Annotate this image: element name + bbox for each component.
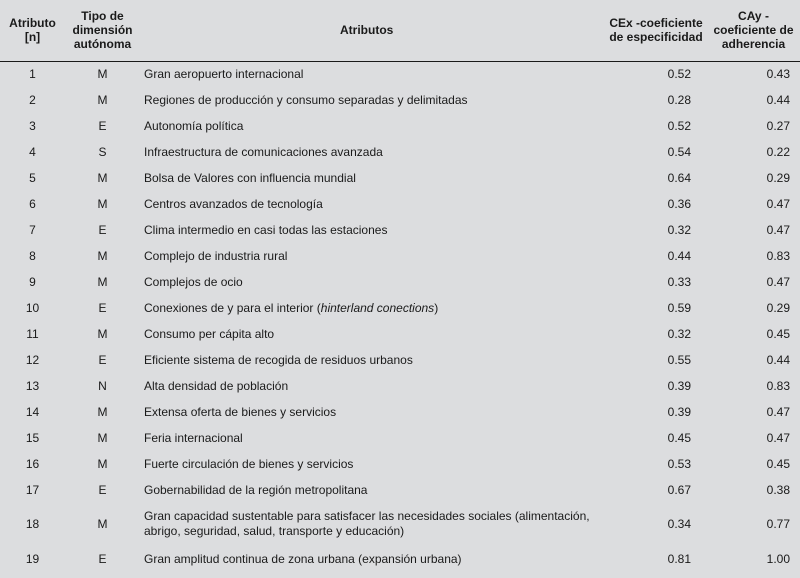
row-number: 16 (25, 456, 40, 471)
row-number: 15 (25, 430, 40, 445)
row-cay: 0.38 (766, 482, 790, 497)
row-atributo: Autonomía política (144, 118, 244, 133)
row-tipo: M (97, 516, 108, 531)
row-atributo: Consumo per cápita alto (144, 326, 275, 341)
row-cex: 0.52 (667, 66, 691, 81)
row-cay: 0.45 (766, 456, 790, 471)
table-row (0, 477, 800, 503)
row-number: 4 (29, 144, 36, 159)
table-row (0, 243, 800, 269)
row-cex: 0.28 (667, 92, 691, 107)
row-tipo: M (97, 430, 108, 445)
row-cay: 0.44 (766, 92, 790, 107)
row-atributo: Bolsa de Valores con influencia mundial (144, 170, 356, 185)
row-tipo: E (98, 551, 107, 566)
row-atributo: Infraestructura de comunicaciones avanzada (144, 144, 383, 159)
row-atributo: Gran capacidad sustentable para satisfacer las necesidades sociales (alimentación, abrigo, seguridad, salud, transporte y educación) (144, 509, 590, 538)
row-atributo-post: ) (434, 300, 439, 315)
table-row (0, 269, 800, 295)
row-cay: 0.47 (766, 222, 790, 237)
row-cay: 0.22 (766, 144, 790, 159)
row-tipo: M (97, 326, 108, 341)
row-number: 7 (29, 222, 36, 237)
row-cex: 0.36 (667, 196, 691, 211)
row-number: 19 (25, 551, 40, 566)
row-cay: 0.83 (766, 378, 790, 393)
row-cex: 0.39 (667, 378, 691, 393)
row-cex: 0.32 (667, 326, 691, 341)
row-cex: 0.59 (667, 300, 691, 315)
header-tipo-dimension: Tipo de dimensión autónoma (65, 0, 140, 61)
row-cay: 0.44 (766, 352, 790, 367)
row-number: 12 (25, 352, 40, 367)
row-cex: 0.44 (667, 248, 691, 263)
row-number: 8 (29, 248, 36, 263)
row-cex: 0.45 (667, 430, 691, 445)
row-atributo: Gran aeropuerto internacional (144, 66, 304, 81)
row-tipo: M (97, 456, 108, 471)
row-atributo: Extensa oferta de bienes y servicios (144, 404, 337, 419)
row-tipo: M (97, 248, 108, 263)
row-atributo: Complejos de ocio (144, 274, 243, 289)
row-number: 1 (29, 66, 36, 81)
table-row (0, 425, 800, 451)
row-cay: 0.83 (766, 248, 790, 263)
row-number: 13 (25, 378, 40, 393)
row-tipo: M (97, 66, 108, 81)
row-atributo: Feria internacional (144, 430, 243, 445)
table-row (0, 113, 800, 139)
row-number: 2 (29, 92, 36, 107)
row-atributo: Regiones de producción y consumo separadas y delimitadas (144, 92, 468, 107)
row-cex: 0.53 (667, 456, 691, 471)
row-cay: 0.47 (766, 404, 790, 419)
row-tipo: M (97, 92, 108, 107)
row-cay: 0.47 (766, 274, 790, 289)
row-tipo: E (98, 222, 107, 237)
row-cex: 0.39 (667, 404, 691, 419)
row-tipo: M (97, 274, 108, 289)
row-cex: 0.32 (667, 222, 691, 237)
table-row (0, 61, 800, 87)
row-atributo: Centros avanzados de tecnología (144, 196, 323, 211)
row-cex: 0.34 (667, 516, 691, 531)
header-atributos: Atributos (140, 0, 605, 61)
row-cay: 0.77 (766, 516, 790, 531)
header-cay: CAy -coeficiente de adherencia (707, 0, 800, 61)
table-row (0, 165, 800, 191)
row-number: 11 (26, 326, 39, 341)
row-number: 14 (25, 404, 40, 419)
table-row (0, 321, 800, 347)
row-cay: 1.00 (766, 551, 790, 566)
row-cex: 0.52 (667, 118, 691, 133)
row-tipo: M (97, 196, 108, 211)
row-tipo: M (97, 170, 108, 185)
table-row (0, 451, 800, 477)
table-row (0, 295, 800, 321)
row-cay: 0.43 (766, 66, 790, 81)
row-cay: 0.47 (766, 196, 790, 211)
row-tipo: S (98, 144, 107, 159)
row-atributo-italic: hinterland conections (320, 300, 435, 315)
row-cex: 0.55 (667, 352, 691, 367)
header-row (0, 0, 800, 61)
row-tipo: E (98, 482, 107, 497)
row-number: 10 (25, 300, 40, 315)
row-cex: 0.81 (667, 551, 691, 566)
table-row (0, 139, 800, 165)
row-cay: 0.45 (766, 326, 790, 341)
row-number: 18 (25, 516, 40, 531)
table-row (0, 87, 800, 113)
table-row (0, 191, 800, 217)
row-number: 17 (25, 482, 40, 497)
row-atributo-pre: Conexiones de y para el interior ( (144, 300, 321, 315)
row-tipo: M (97, 404, 108, 419)
table-row (0, 399, 800, 425)
row-number: 9 (29, 274, 36, 289)
header-atributo-n: Atributo [n] (0, 0, 65, 61)
row-atributo: Alta densidad de población (144, 378, 289, 393)
row-cay: 0.27 (766, 118, 790, 133)
row-cex: 0.64 (667, 170, 691, 185)
table-row (0, 503, 800, 545)
row-number: 3 (29, 118, 36, 133)
row-atributo: Complejo de industria rural (144, 248, 288, 263)
row-tipo: E (98, 300, 107, 315)
row-cay: 0.29 (766, 300, 790, 315)
row-tipo: N (98, 378, 107, 393)
table-row (0, 217, 800, 243)
row-cex: 0.67 (667, 482, 691, 497)
row-cay: 0.47 (766, 430, 790, 445)
table-row (0, 347, 800, 373)
row-tipo: E (98, 352, 107, 367)
row-atributo (140, 295, 605, 321)
row-atributo: Eficiente sistema de recogida de residuos urbanos (144, 352, 413, 367)
row-number: 5 (29, 170, 36, 185)
table-row (0, 373, 800, 399)
row-cex: 0.54 (667, 144, 691, 159)
row-atributo: Fuerte circulación de bienes y servicios (144, 456, 354, 471)
row-number: 6 (29, 196, 36, 211)
header-cex: CEx -coeficiente de especificidad (605, 0, 707, 61)
row-tipo: E (98, 118, 107, 133)
row-cay: 0.29 (766, 170, 790, 185)
row-atributo: Gran amplitud continua de zona urbana (expansión urbana) (144, 551, 462, 566)
row-atributo: Gobernabilidad de la región metropolitana (144, 482, 368, 497)
table-row (0, 545, 800, 573)
row-atributo: Clima intermedio en casi todas las estaciones (144, 222, 388, 237)
row-cex: 0.33 (667, 274, 691, 289)
